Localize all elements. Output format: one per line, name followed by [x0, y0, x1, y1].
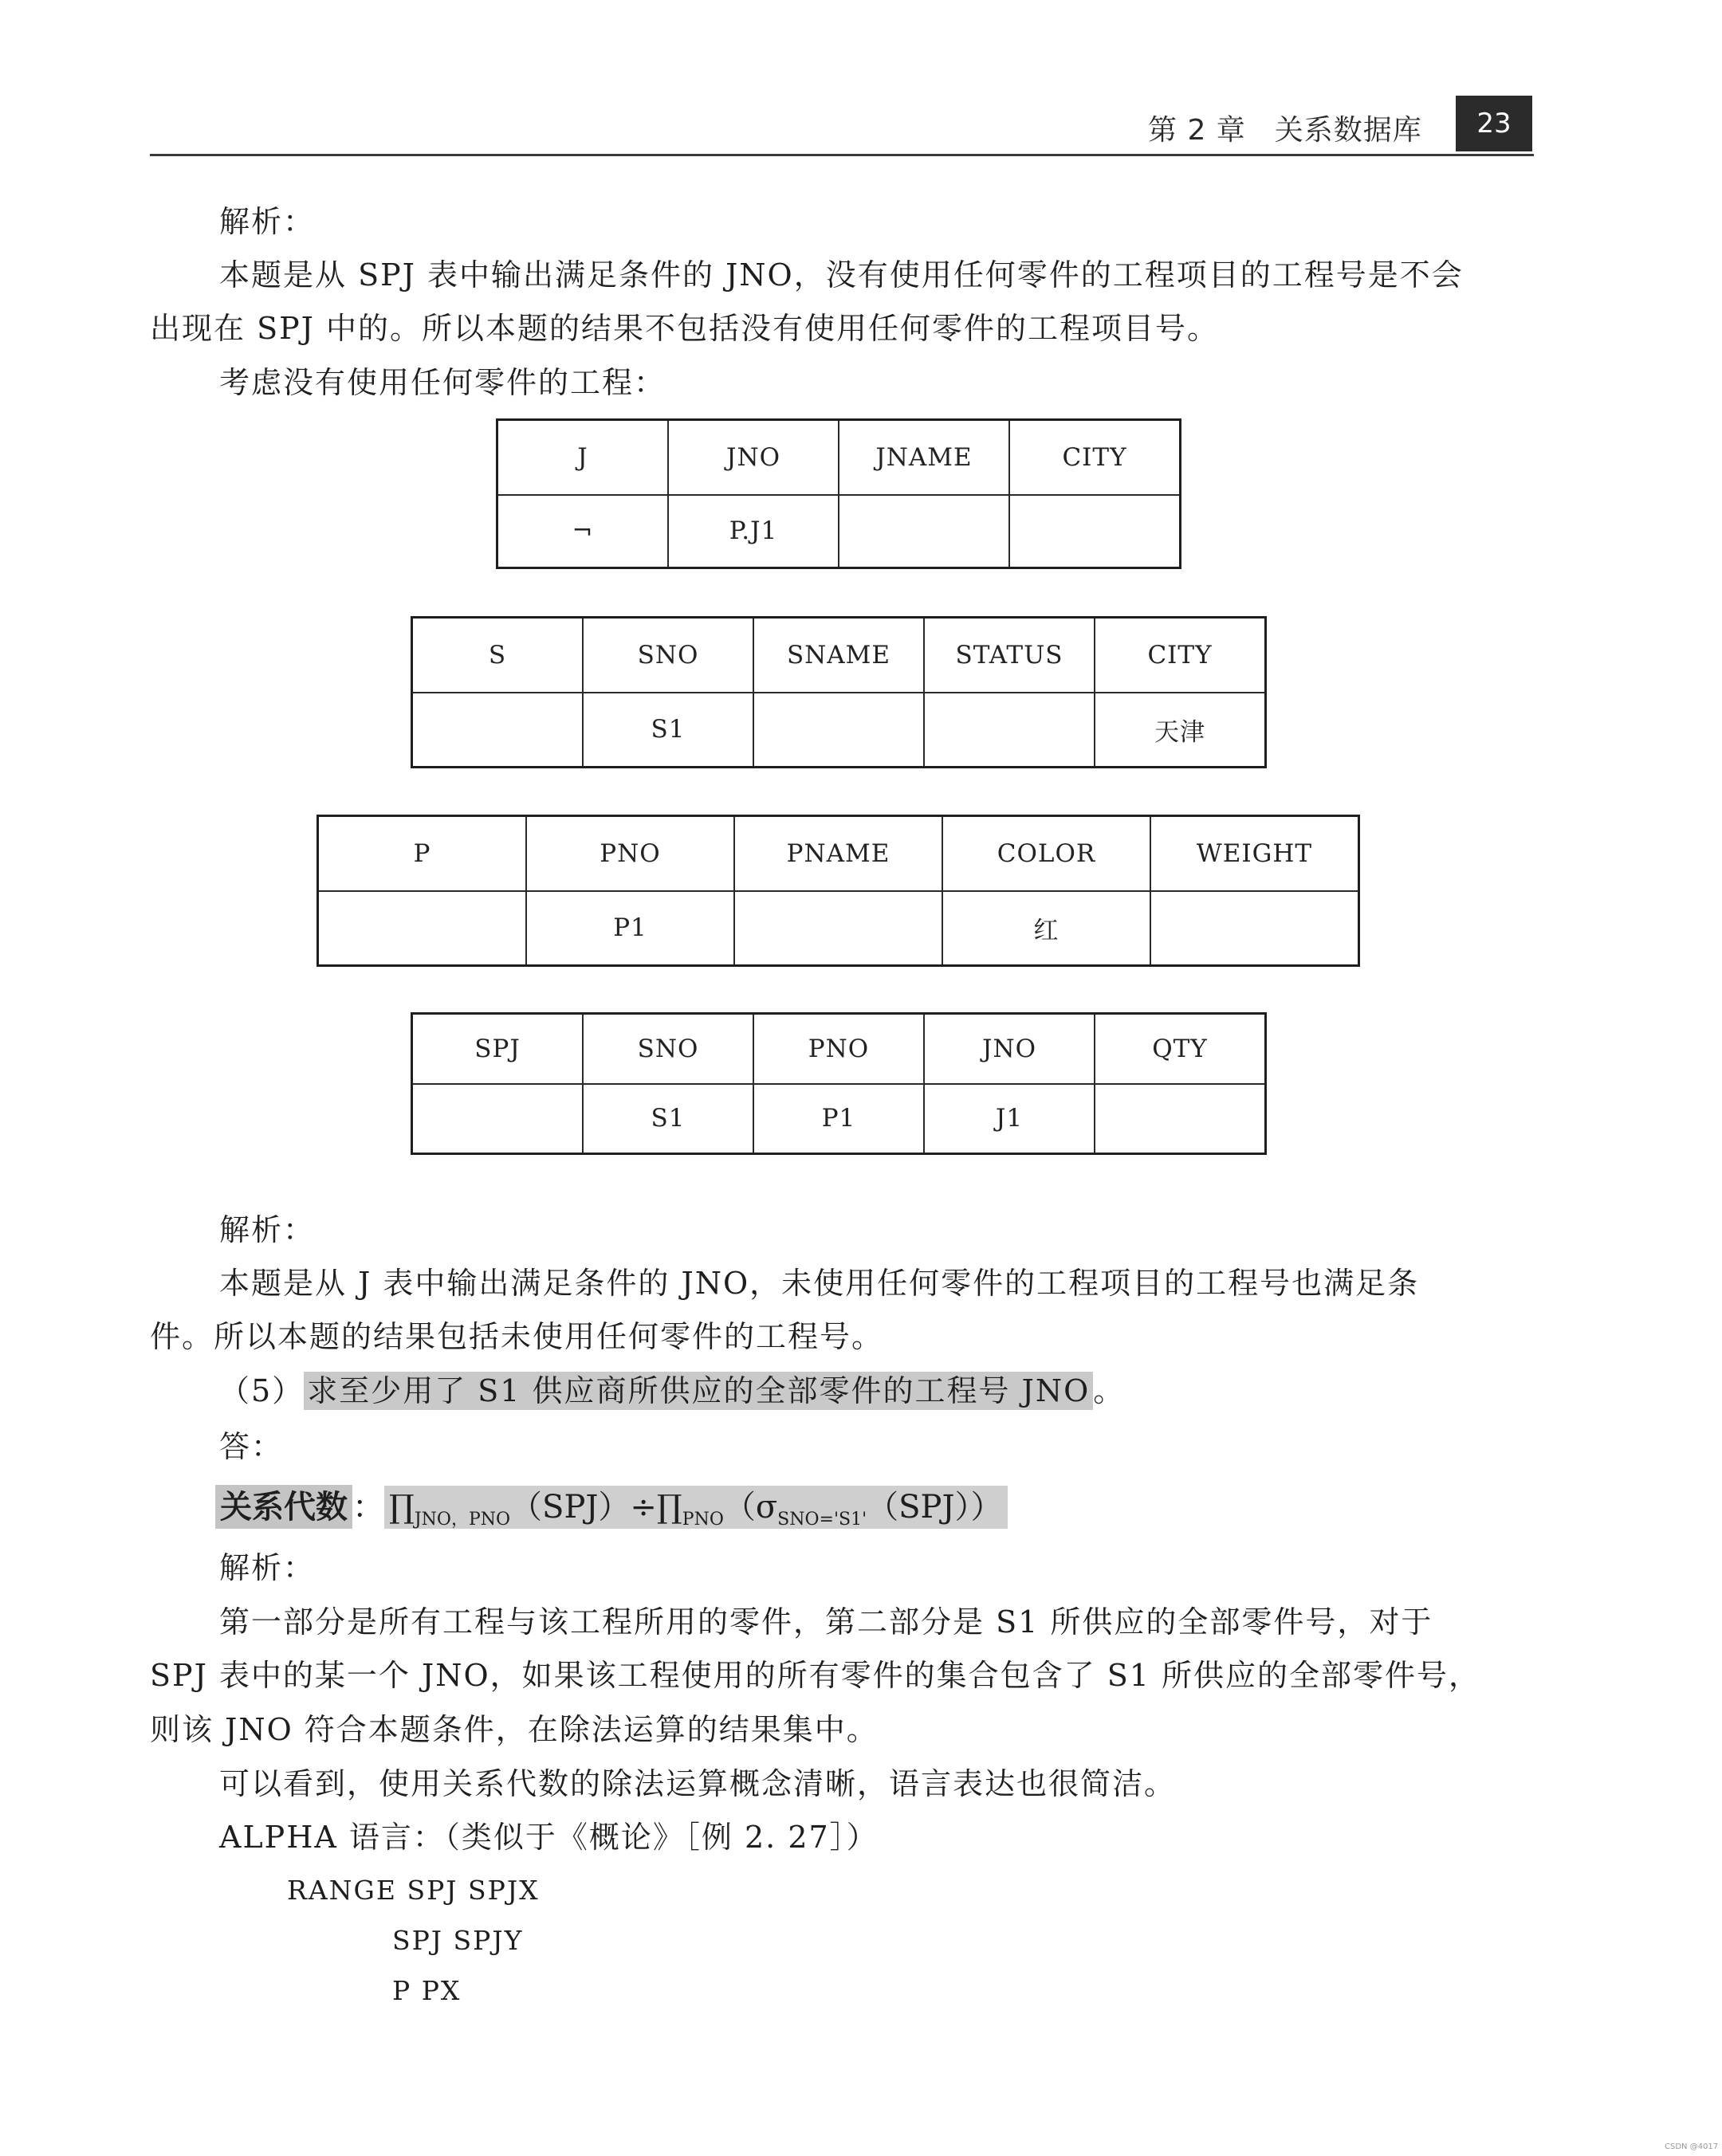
table-cell [412, 1084, 584, 1154]
table-header-cell: JNO [668, 420, 839, 495]
qbe-table-spj [411, 1012, 1267, 1155]
table-header-cell: JNAME [839, 420, 1009, 495]
table-cell [318, 891, 527, 966]
para2-line2: 件。所以本题的结果包括未使用任何零件的工程号。 [150, 1319, 884, 1354]
relational-algebra-formula [215, 1482, 1008, 1532]
table-cell: ¬ [497, 495, 669, 568]
table-cell: J1 [924, 1084, 1095, 1154]
table-header-cell: WEIGHT [1150, 816, 1359, 891]
table-header-cell: SNAME [753, 618, 924, 693]
table-cell: S1 [583, 693, 753, 768]
table-header-cell: S [412, 618, 584, 693]
answer-label: 答： [219, 1429, 284, 1464]
formula-part-1: （SPJ）÷ [510, 1489, 657, 1526]
chapter-number: 第 2 章 [1148, 114, 1246, 147]
formula-part-2: （σ [723, 1489, 778, 1526]
table-cell [1095, 1084, 1266, 1154]
analysis-label-3: 解析： [219, 1550, 316, 1585]
table-header-cell: QTY [1095, 1014, 1266, 1084]
table-header-cell: CITY [1095, 618, 1266, 693]
projection-subscript-2: PNO [682, 1510, 724, 1530]
para3-line1: 第一部分是所有工程与该工程所用的零件，第二部分是 S1 所供应的全部零件号，对于 [219, 1604, 1433, 1640]
formula-label: 关系代数 [215, 1485, 352, 1529]
running-header [1148, 108, 1451, 148]
table-cell [924, 693, 1095, 768]
projection-subscript-1: JNO，PNO [414, 1510, 511, 1530]
table-header-cell: PNO [753, 1014, 924, 1084]
page-number: 23 [1456, 96, 1532, 151]
projection-symbol: ∏ [656, 1489, 682, 1526]
question-number: （5） [219, 1373, 305, 1408]
formula-expression [384, 1486, 1008, 1529]
header-divider [150, 154, 1534, 156]
para3-line4: 可以看到，使用关系代数的除法运算概念清晰，语言表达也很简洁。 [219, 1766, 1177, 1801]
selection-subscript: SNO='S1' [777, 1510, 867, 1530]
projection-symbol: ∏ [389, 1489, 415, 1526]
analysis-label-2: 解析： [219, 1212, 316, 1247]
table-header-cell: PNO [526, 816, 734, 891]
question-5 [219, 1371, 1125, 1411]
qbe-table-j [496, 418, 1181, 569]
question-text-highlight: 求至少用了 S1 供应商所供应的全部零件的工程号 JNO [304, 1372, 1093, 1410]
table-cell [1009, 495, 1181, 568]
table-cell: 天津 [1095, 693, 1266, 768]
code-line-2: SPJ SPJY [392, 1925, 524, 1956]
para1-line2: 出现在 SPJ 中的。所以本题的结果不包括没有使用任何零件的工程项目号。 [150, 311, 1219, 346]
table-header-cell: CITY [1009, 420, 1181, 495]
table-header-cell: J [497, 420, 669, 495]
table-cell: P1 [526, 891, 734, 966]
para1-line3: 考虑没有使用任何零件的工程： [219, 365, 666, 400]
table-header-cell: JNO [924, 1014, 1095, 1084]
para2-line1: 本题是从 J 表中输出满足条件的 JNO，未使用任何零件的工程项目的工程号也满足条 [219, 1266, 1420, 1301]
para3-line2: SPJ 表中的某一个 JNO，如果该工程使用的所有零件的集合包含了 S1 所供应的全部零件号， [150, 1658, 1480, 1693]
table-header-cell: SNO [583, 618, 753, 693]
code-line-3: P PX [392, 1975, 462, 2006]
analysis-label-1: 解析： [219, 204, 316, 239]
table-cell: P.J1 [668, 495, 839, 568]
table-cell [839, 495, 1009, 568]
table-header-cell: P [318, 816, 527, 891]
table-cell: S1 [583, 1084, 753, 1154]
formula-part-3: （SPJ）） [867, 1489, 1003, 1526]
para3-line5: ALPHA 语言：（类似于《概论》［例 2. 27］） [219, 1820, 879, 1855]
formula-colon: ： [352, 1489, 384, 1526]
watermark-text: CSDN @4017 [1665, 2142, 1719, 2151]
qbe-table-s [411, 616, 1267, 768]
table-header-cell: STATUS [924, 618, 1095, 693]
para3-line3: 则该 JNO 符合本题条件，在除法运算的结果集中。 [150, 1712, 879, 1747]
table-cell [412, 693, 584, 768]
chapter-title: 关系数据库 [1274, 114, 1422, 147]
table-header-cell: SPJ [412, 1014, 584, 1084]
para1-line1: 本题是从 SPJ 表中输出满足条件的 JNO，没有使用任何零件的工程项目的工程号是不会 [219, 257, 1464, 293]
code-line-1: RANGE SPJ SPJX [287, 1875, 540, 1906]
table-header-cell: PNAME [734, 816, 942, 891]
table-cell: P1 [753, 1084, 924, 1154]
table-cell [753, 693, 924, 768]
table-cell: 红 [942, 891, 1150, 966]
table-cell [734, 891, 942, 966]
table-header-cell: SNO [583, 1014, 753, 1084]
question-end: 。 [1093, 1373, 1126, 1408]
table-header-cell: COLOR [942, 816, 1150, 891]
table-cell [1150, 891, 1359, 966]
qbe-table-p [316, 815, 1360, 967]
